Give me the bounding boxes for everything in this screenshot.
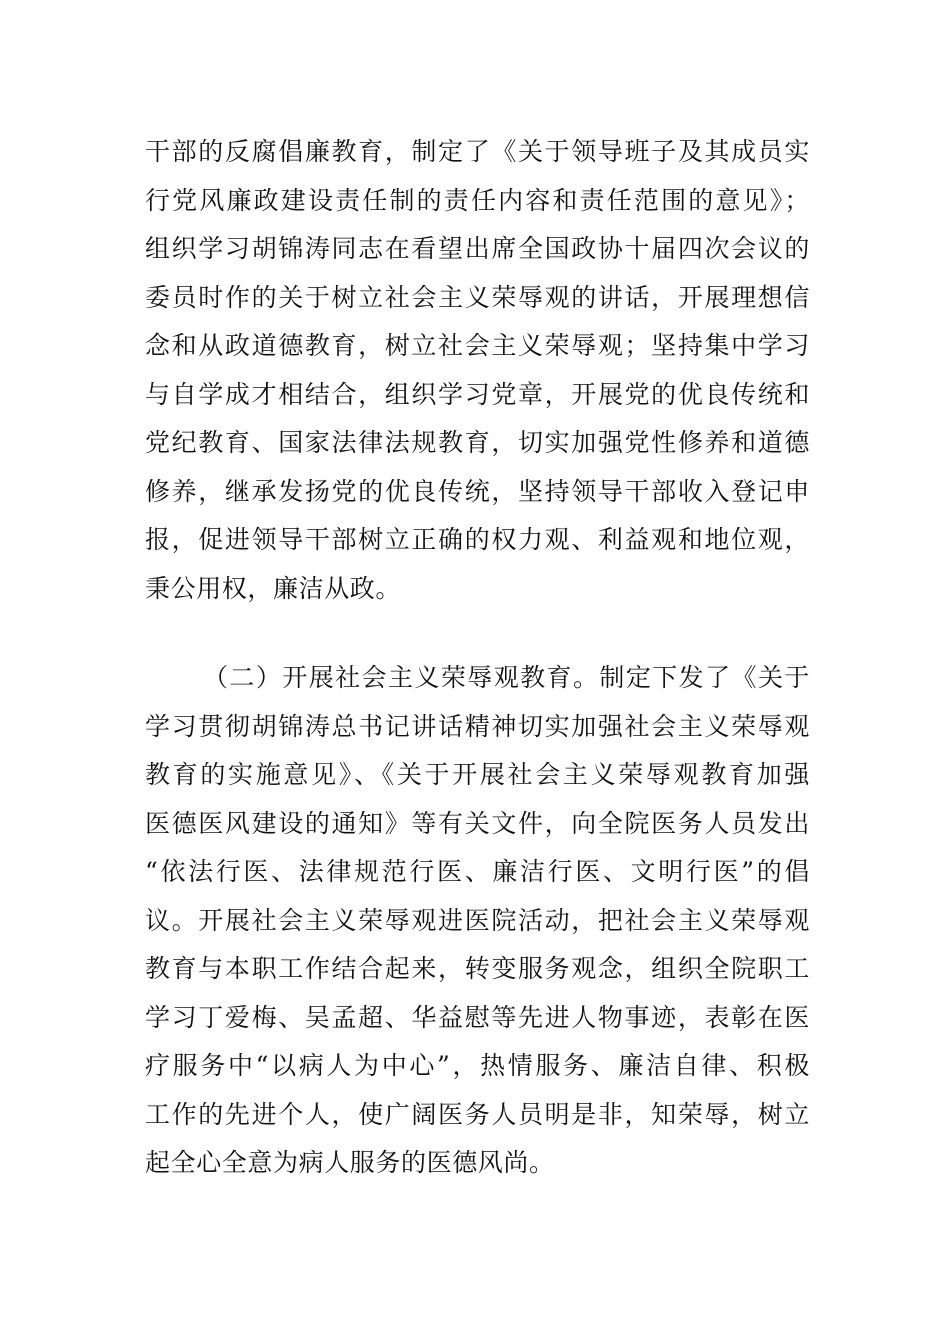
paragraph-line: 修养，继承发扬党的优良传统，坚持领导干部收入登记申 xyxy=(145,476,810,506)
paragraph-line: 起全心全意为病人服务的医德风尚。 xyxy=(145,1148,555,1177)
paragraph-line: 念和从政道德教育，树立社会主义荣辱观；坚持集中学习 xyxy=(145,331,810,360)
paragraph-line: “依法行医、法律规范行医、廉洁行医、文明行医”的倡 xyxy=(145,857,810,886)
paragraph-line: 学习丁爱梅、吴孟超、华益慰等先进人物事迹，表彰在医 xyxy=(145,1002,810,1032)
paragraph-line: 党纪教育、国家法律法规教育，切实加强党性修养和道德 xyxy=(145,428,810,457)
paragraph-2 xyxy=(145,654,810,1188)
paragraph-line: 议。开展社会主义荣辱观进医院活动，把社会主义荣辱观 xyxy=(145,905,810,935)
paragraph-line: 秉公用权，廉洁从政。 xyxy=(145,573,402,603)
paragraph-line: 教育与本职工作结合起来，转变服务观念，组织全院职工 xyxy=(145,954,810,983)
paragraph-line: 报，促进领导干部树立正确的权力观、利益观和地位观， xyxy=(145,525,810,554)
paragraph-line: 组织学习胡锦涛同志在看望出席全国政协十届四次会议的 xyxy=(145,234,810,263)
paragraph-line: 疗服务中“以病人为中心”，热情服务、廉洁自律、积极 xyxy=(145,1051,810,1080)
paragraph-line: 干部的反腐倡廉教育，制定了《关于领导班子及其成员实 xyxy=(145,137,810,166)
paragraph-line: （二）开展社会主义荣辱观教育。制定下发了《关于 xyxy=(203,663,810,692)
paragraph-line: 行党风廉政建设责任制的责任内容和责任范围的意见》； xyxy=(145,185,810,215)
paragraph-line: 医德医风建设的通知》等有关文件，向全院医务人员发出 xyxy=(145,808,810,838)
paragraph-line: 委员时作的关于树立社会主义荣辱观的讲话，开展理想信 xyxy=(145,282,810,312)
paragraph-line: 与自学成才相结合，组织学习党章，开展党的优良传统和 xyxy=(145,379,810,409)
paragraph-line: 学习贯彻胡锦涛总书记讲话精神切实加强社会主义荣辱观 xyxy=(145,711,810,741)
paragraph-line: 教育的实施意见》、《关于开展社会主义荣辱观教育加强 xyxy=(145,760,810,789)
paragraph-1 xyxy=(145,128,810,613)
paragraph-line: 工作的先进个人，使广阔医务人员明是非，知荣辱，树立 xyxy=(145,1099,810,1129)
